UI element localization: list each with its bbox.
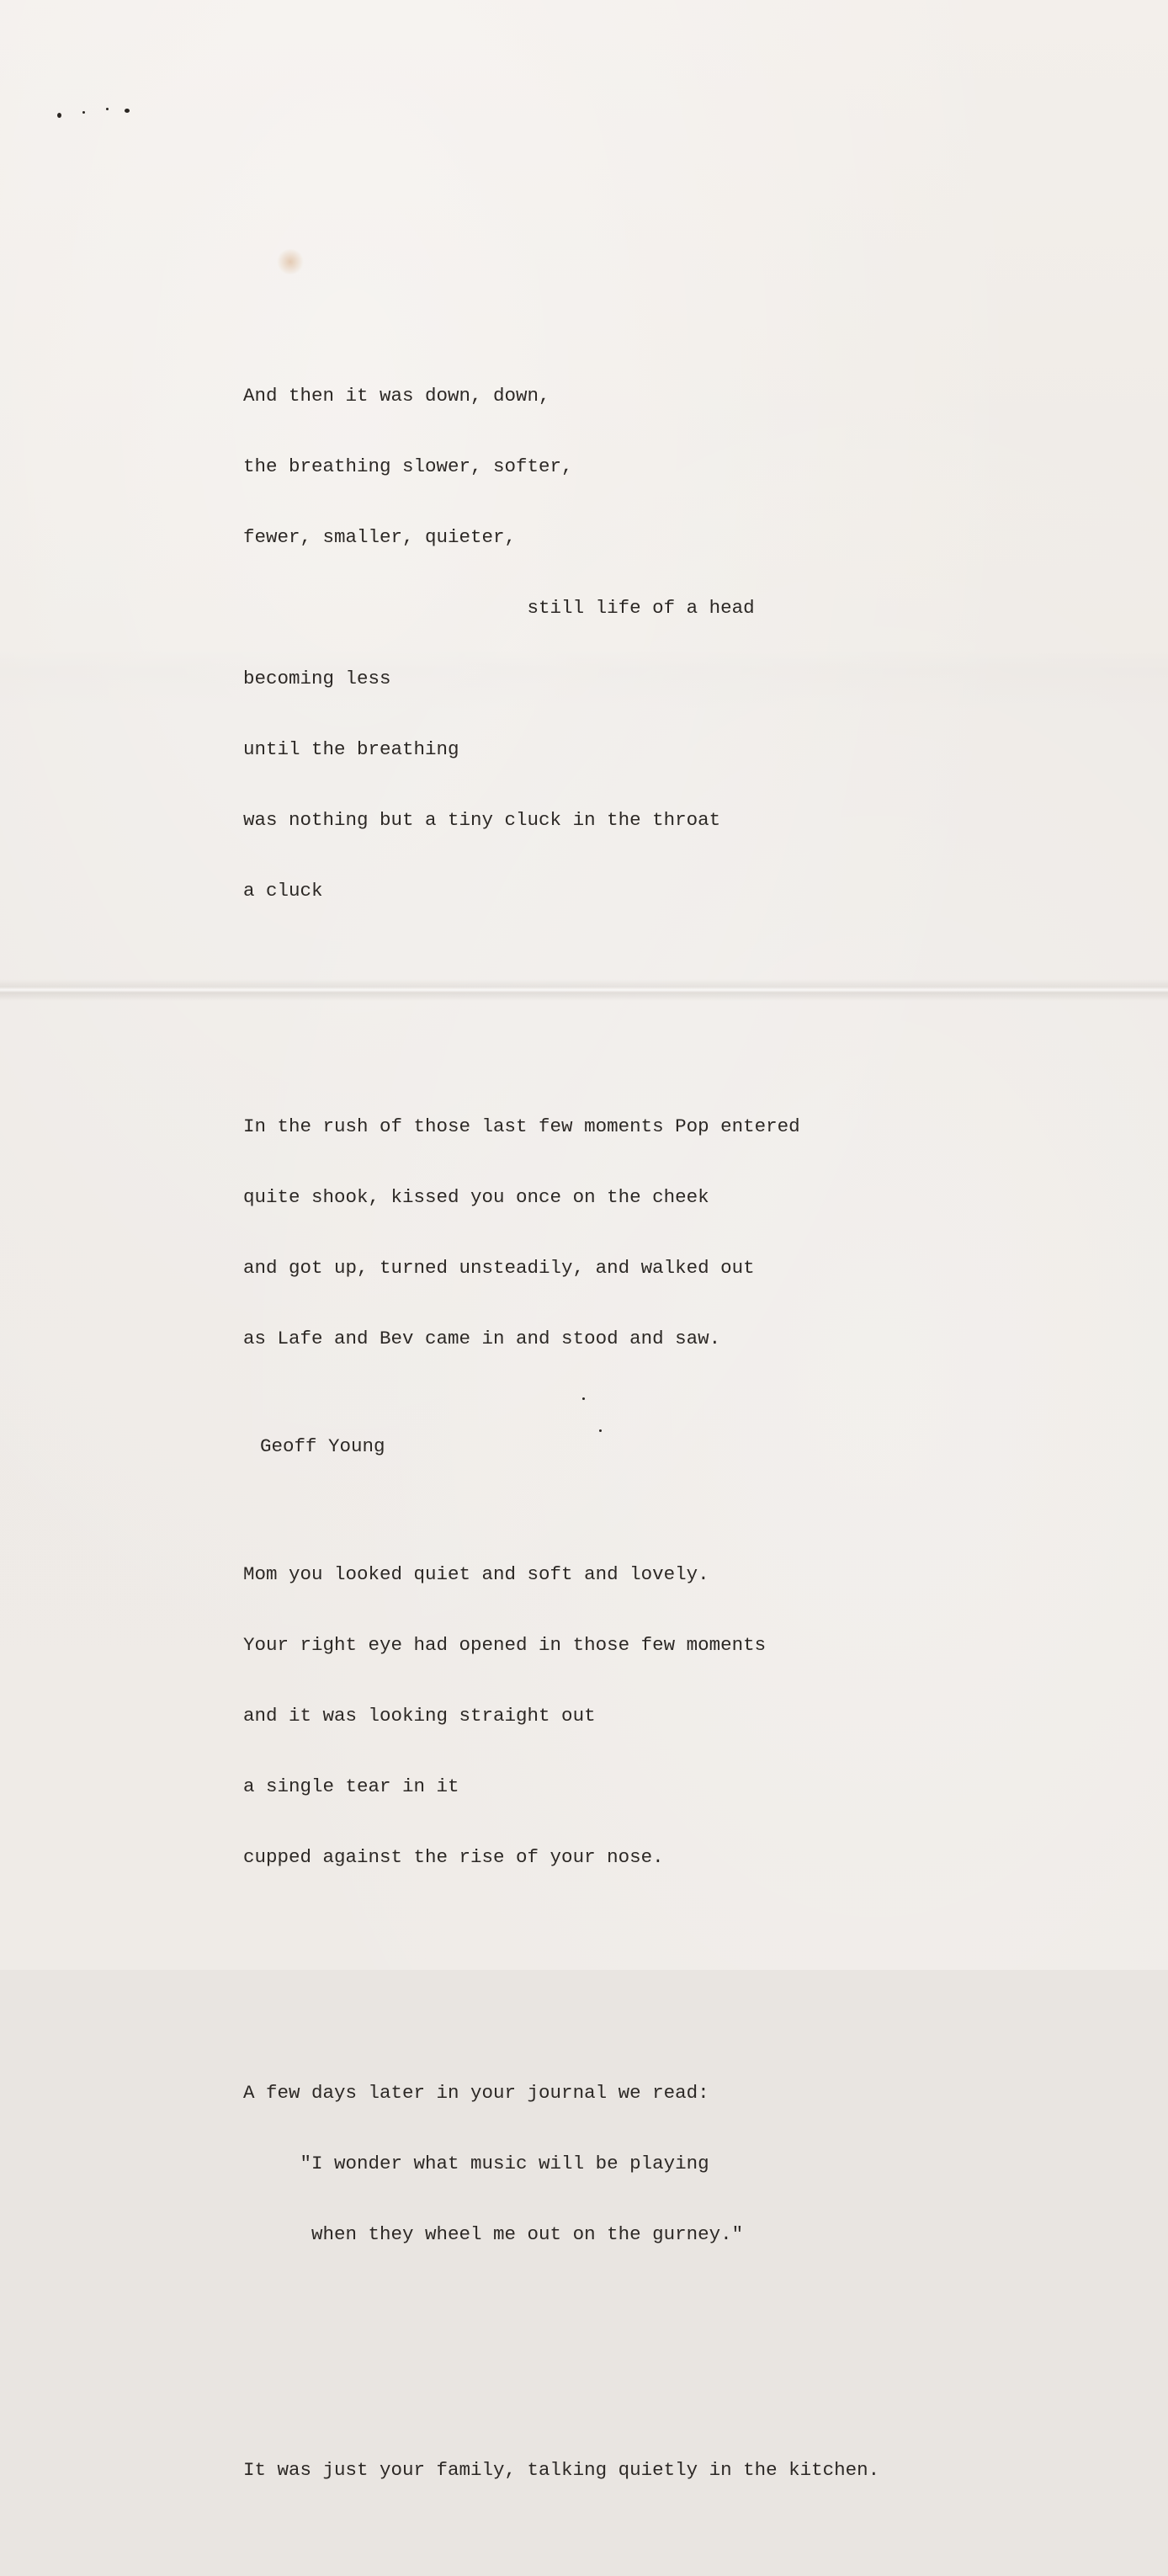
poem-line: and got up, turned unsteadily, and walked out: [243, 1257, 755, 1279]
poem-line: still life of a head: [243, 597, 755, 619]
stanza-5: [243, 2411, 879, 2529]
stanza-1: [243, 337, 879, 950]
stanza-4: [243, 2034, 879, 2293]
poem-line: It was just your family, talking quietly in the kitchen.: [243, 2459, 880, 2481]
poem-line: the breathing slower, softer,: [243, 455, 573, 477]
poem-line: quite shook, kissed you once on the cheek: [243, 1186, 709, 1208]
poem-line: fewer, smaller, quieter,: [243, 526, 517, 548]
poem-line: "I wonder what music will be playing: [243, 2153, 709, 2174]
stanza-break: [243, 997, 879, 1020]
poem-line: Your right eye had opened in those few moments: [243, 1634, 767, 1656]
poem-line: a cluck: [243, 880, 323, 902]
poem-line: was nothing but a tiny cluck in the throat: [243, 809, 721, 831]
poem-line: as Lafe and Bev came in and stood and saw.: [243, 1328, 721, 1349]
poem-line: Mom you looked quiet and soft and lovely.: [243, 1563, 709, 1585]
ink-speck: [82, 111, 85, 114]
poem-line: a single tear in it: [243, 1775, 459, 1797]
poem-line: In the rush of those last few moments Pop entered: [243, 1115, 800, 1137]
poem-body: [243, 290, 879, 2576]
ink-speck: [106, 108, 109, 110]
author-signature: Geoff Young: [260, 1435, 385, 1457]
ink-speck: [57, 113, 61, 118]
ink-speck: [125, 109, 130, 113]
stanza-3: [243, 1515, 879, 1916]
poem-line: and it was looking straight out: [243, 1705, 596, 1727]
stanza-break: [243, 1963, 879, 1987]
poem-line: until the breathing: [243, 738, 459, 760]
poem-line: And then it was down, down,: [243, 385, 550, 407]
poem-line: when they wheel me out on the gurney.": [243, 2223, 744, 2245]
poem-line: becoming less: [243, 668, 391, 689]
paper-stain: [276, 249, 305, 274]
stanza-2: [243, 1067, 879, 1397]
stanza-break: [243, 2340, 879, 2364]
poem-line: cupped against the rise of your nose.: [243, 1846, 664, 1868]
poem-line: A few days later in your journal we read:: [243, 2082, 709, 2104]
